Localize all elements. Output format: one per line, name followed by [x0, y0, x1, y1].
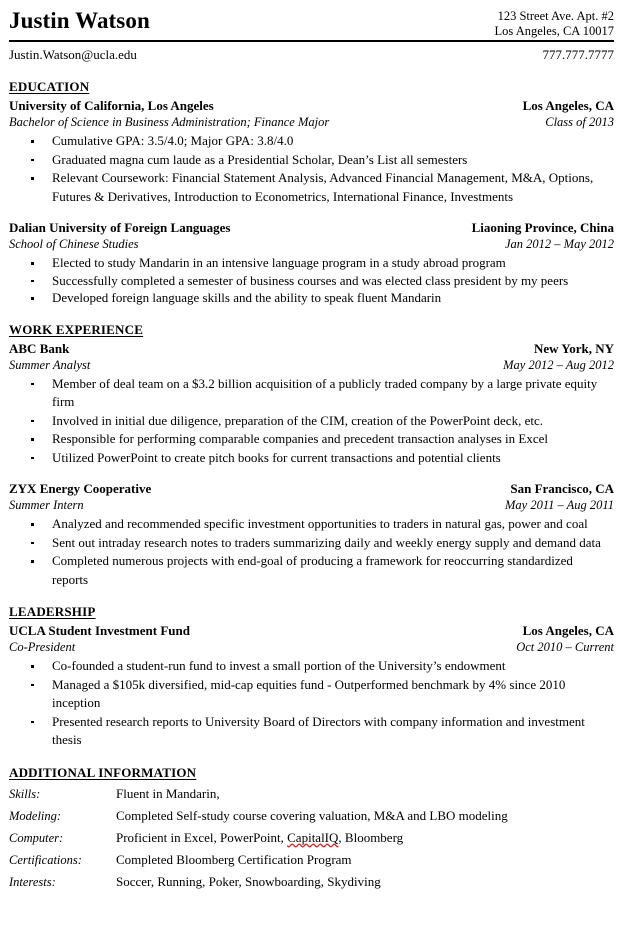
entry-role-row	[9, 639, 614, 656]
additional-info-row	[9, 783, 614, 805]
resume-entry	[9, 340, 614, 468]
section-heading: ADDITIONAL INFORMATION	[9, 764, 197, 780]
entry-role: Summer Intern	[9, 498, 84, 512]
email-address: Justin.Watson@ucla.edu	[9, 47, 137, 62]
additional-info-value	[116, 827, 403, 849]
bullet-item: Successfully completed a semester of business courses and was elected class president by my peers	[9, 272, 614, 290]
section-work-experience	[9, 321, 614, 590]
bullet-item: Utilized PowerPoint to create pitch books for current transactions and potential clients	[9, 449, 614, 468]
section-additional-information	[9, 764, 614, 893]
bullet-item: Managed a $105k diversified, mid-cap equities fund - Outperformed benchmark by 4% since 2010 inception	[9, 676, 614, 713]
value-text-pre: Proficient in Excel, PowerPoint,	[116, 829, 288, 845]
additional-info-row	[9, 827, 614, 849]
value-text-post: , Bloomberg	[338, 829, 404, 845]
section-heading: LEADERSHIP	[9, 604, 96, 619]
section-heading: EDUCATION	[9, 79, 90, 94]
spellcheck-flagged-word: CapitalIQ	[287, 829, 339, 845]
entry-org-row	[9, 340, 614, 357]
entry-dates: Jan 2012 – May 2012	[504, 237, 614, 251]
resume-header	[9, 6, 614, 39]
additional-info-value: Completed Bloomberg Certification Program	[116, 851, 352, 867]
entry-organization: ZYX Energy Cooperative	[9, 481, 152, 496]
resume-entry	[9, 480, 614, 589]
additional-info-rows	[9, 783, 614, 893]
entry-organization: ABC Bank	[9, 340, 70, 356]
entry-role-row	[9, 497, 614, 514]
entry-dates: Oct 2010 – Current	[516, 640, 614, 654]
bullet-item: Involved in initial due diligence, preparation of the CIM, creation of the PowerPoint deck, etc.	[9, 412, 614, 431]
contact-address	[495, 6, 614, 39]
entry-dates: Class of 2013	[545, 115, 614, 129]
entry-role: School of Chinese Studies	[9, 237, 139, 251]
resume-entry	[9, 97, 614, 206]
entry-bullet-list	[9, 375, 614, 468]
entry-organization: Dalian University of Foreign Languages	[9, 220, 231, 235]
additional-info-label: Skills:	[9, 786, 41, 801]
entry-bullet-list	[9, 132, 614, 206]
address-line-1: 123 Street Ave. Apt. #2	[497, 9, 614, 23]
bullet-item: Sent out intraday research notes to traders summarizing daily and weekly energy supply and demand data	[9, 534, 614, 553]
resume-entry	[9, 219, 614, 307]
entry-role-row	[9, 357, 614, 374]
entry-location: San Francisco, CA	[510, 481, 614, 496]
resume-sections	[9, 78, 614, 750]
entry-role-row	[9, 114, 614, 131]
entry-dates: May 2011 – Aug 2011	[504, 498, 614, 512]
entry-org-row	[9, 622, 614, 639]
bullet-item: Cumulative GPA: 3.5/4.0; Major GPA: 3.8/4.0	[9, 132, 614, 151]
entry-role: Summer Analyst	[9, 357, 91, 372]
entry-bullet-list	[9, 515, 614, 589]
bullet-item: Graduated magna cum laude as a Presidential Scholar, Dean’s List all semesters	[9, 151, 614, 170]
address-line-2: Los Angeles, CA 10017	[494, 24, 614, 38]
additional-info-value: Completed Self-study course covering valuation, M&A and LBO modeling	[116, 807, 508, 823]
entry-role: Co-President	[9, 640, 76, 654]
entry-org-row	[9, 97, 614, 114]
additional-info-label: Interests:	[9, 874, 56, 889]
bullet-item: Relevant Coursework: Financial Statement Analysis, Advanced Financial Management, M&A, Options, Futures & Derivatives, Introduction to Econometrics, International Finance, Investments	[9, 169, 614, 206]
entry-org-row	[9, 219, 614, 236]
entry-bullet-list	[9, 657, 614, 750]
entry-dates: May 2012 – Aug 2012	[503, 357, 614, 372]
candidate-name: Justin Watson	[9, 8, 150, 33]
additional-info-label: Computer:	[9, 830, 64, 845]
section-education	[9, 78, 614, 307]
entry-location: Los Angeles, CA	[522, 623, 614, 638]
entry-organization: University of California, Los Angeles	[9, 98, 214, 113]
bullet-item: Analyzed and recommended specific investment opportunities to traders in natural gas, power and coal	[9, 515, 614, 534]
bullet-item: Co-founded a student-run fund to invest a small portion of the University’s endowment	[9, 657, 614, 676]
entry-location: Liaoning Province, China	[471, 220, 614, 235]
entry-role: Bachelor of Science in Business Administration; Finance Major	[9, 115, 330, 129]
additional-info-value: Soccer, Running, Poker, Snowboarding, Skydiving	[116, 873, 381, 889]
resume-entry	[9, 622, 614, 750]
bullet-item: Responsible for performing comparable companies and precedent transaction analyses in Excel	[9, 430, 614, 449]
bullet-item: Developed foreign language skills and the ability to speak fluent Mandarin	[9, 289, 614, 307]
bullet-item: Presented research reports to University Board of Directors with company information and investment thesis	[9, 713, 614, 750]
additional-info-label: Certifications:	[9, 852, 82, 867]
bullet-item: Elected to study Mandarin in an intensive language program in a study abroad program	[9, 254, 614, 272]
entry-role-row	[9, 236, 614, 253]
contact-row	[9, 42, 614, 64]
entry-organization: UCLA Student Investment Fund	[9, 623, 190, 638]
phone-number: 777.777.7777	[542, 47, 614, 62]
bullet-item: Member of deal team on a $3.2 billion acquisition of a publicly traded company by a large private equity firm	[9, 375, 614, 412]
entry-bullet-list	[9, 254, 614, 307]
entry-location: Los Angeles, CA	[522, 98, 614, 113]
section-heading: WORK EXPERIENCE	[9, 321, 144, 337]
additional-info-row	[9, 849, 614, 871]
section-leadership	[9, 603, 614, 750]
additional-info-value: Fluent in Mandarin,	[116, 785, 220, 801]
additional-info-row	[9, 805, 614, 827]
additional-info-row	[9, 871, 614, 893]
bullet-item: Completed numerous projects with end-goal of producing a framework for reoccurring standardized reports	[9, 552, 614, 589]
entry-org-row	[9, 480, 614, 497]
additional-info-label: Modeling:	[9, 808, 62, 823]
entry-location: New York, NY	[533, 340, 614, 356]
